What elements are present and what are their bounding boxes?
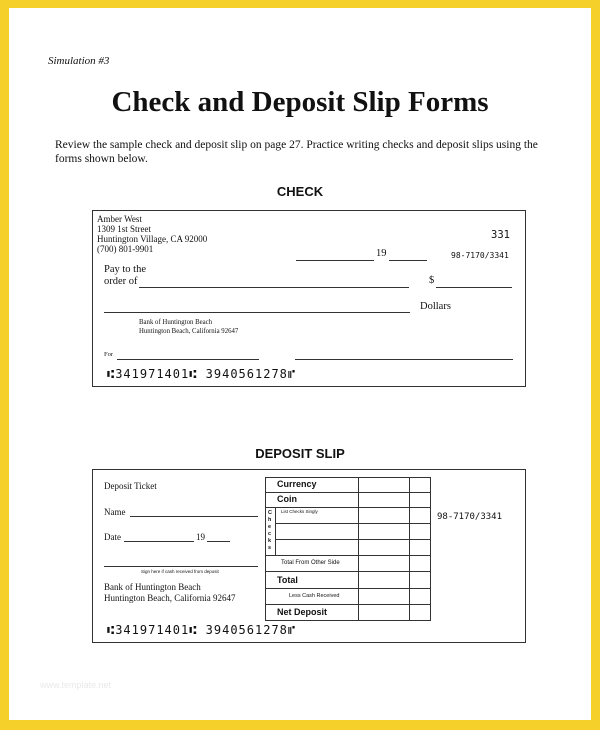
cash-signature-line[interactable] bbox=[104, 566, 258, 567]
memo-line[interactable] bbox=[117, 359, 259, 360]
dollar-sign: $ bbox=[429, 275, 435, 286]
date-suffix: 19 bbox=[376, 248, 387, 259]
name-line[interactable] bbox=[130, 516, 258, 517]
order-of-label: order of bbox=[104, 276, 138, 287]
simulation-label: Simulation #3 bbox=[48, 55, 110, 67]
name-label: Name bbox=[104, 507, 126, 517]
for-label: For bbox=[104, 351, 114, 358]
deposit-bank-address: Huntington Beach, California 92647 bbox=[104, 593, 236, 603]
total-label: Total bbox=[277, 575, 298, 585]
payee-line[interactable] bbox=[139, 287, 409, 288]
check-heading: CHECK bbox=[276, 184, 324, 199]
watermark: www.template.net bbox=[40, 680, 112, 690]
deposit-heading: DEPOSIT SLIP bbox=[255, 446, 345, 461]
sign-note: Sign here if cash received from deposit bbox=[141, 569, 219, 574]
deposit-ticket-label: Deposit Ticket bbox=[104, 481, 157, 491]
deposit-date-suffix: 19 bbox=[196, 532, 205, 542]
total-other-side-label: Total From Other Side bbox=[281, 560, 340, 566]
date-line-right[interactable] bbox=[389, 260, 427, 261]
page-title: Check and Deposit Slip Forms bbox=[111, 86, 489, 118]
signature-line[interactable] bbox=[295, 359, 513, 360]
list-checks-label: List Checks Singly bbox=[281, 509, 318, 514]
amount-box-line[interactable] bbox=[436, 287, 512, 288]
date-label: Date bbox=[104, 532, 121, 542]
dollars-label: Dollars bbox=[420, 301, 451, 312]
written-amount-line[interactable] bbox=[104, 312, 410, 313]
less-cash-label: Less Cash Received bbox=[289, 593, 340, 599]
checks-vertical-label: Checks bbox=[268, 510, 272, 551]
deposit-date-line-right[interactable] bbox=[207, 541, 230, 542]
intro-text: Review the sample check and deposit slip on page 27. Practice writing checks and deposit slips using the forms shown below. bbox=[55, 139, 538, 165]
check-micr-line: ⑆341971401⑆ 3940561278⑈ bbox=[107, 367, 297, 381]
owner-city: Huntington Village, CA 92000 bbox=[97, 234, 208, 244]
routing-fraction: 98-7170/3341 bbox=[451, 251, 509, 260]
coin-label: Coin bbox=[277, 494, 297, 504]
owner-name: Amber West bbox=[97, 214, 142, 224]
owner-phone: (700) 801-9901 bbox=[97, 244, 154, 254]
deposit-micr-line: ⑆341971401⑆ 3940561278⑈ bbox=[107, 623, 297, 637]
date-line-left[interactable] bbox=[296, 260, 374, 261]
deposit-date-line-left[interactable] bbox=[124, 541, 194, 542]
pay-to-label: Pay to the bbox=[104, 264, 146, 275]
deposit-routing-fraction: 98-7170/3341 bbox=[437, 512, 503, 522]
owner-street: 1309 1st Street bbox=[97, 224, 151, 234]
check-form bbox=[92, 210, 526, 387]
check-bank-name: Bank of Huntington Beach bbox=[139, 319, 213, 326]
check-number: 331 bbox=[491, 229, 510, 241]
deposit-bank-name: Bank of Huntington Beach bbox=[104, 582, 201, 592]
currency-label: Currency bbox=[277, 479, 317, 489]
net-deposit-label: Net Deposit bbox=[277, 607, 328, 617]
check-bank-address: Huntington Beach, California 92647 bbox=[139, 328, 239, 335]
deposit-form bbox=[92, 469, 526, 643]
